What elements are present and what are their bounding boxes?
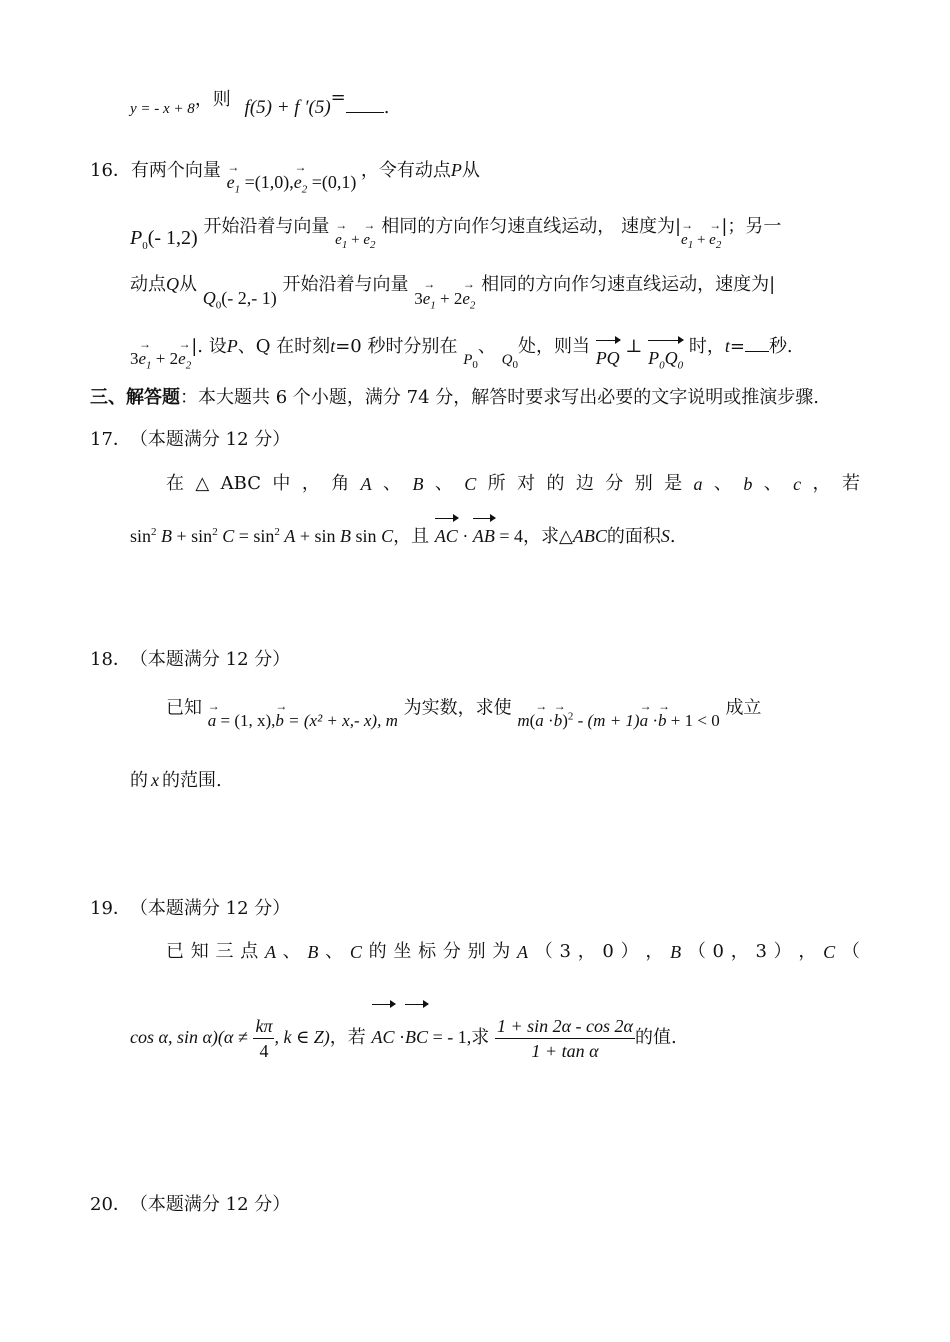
q17-line-1-char: 若 [841,473,860,494]
q16-text-4d: 、 [477,336,496,357]
q17-line-1-char: 中 [272,473,291,494]
q19-line-1-char: ） [620,941,639,962]
q16-text-2b: 相同的方向作匀速直线运动， 速度为| [381,216,682,237]
q16-vector-3e1-2e2: $3\to e_1 + 2\to e_2$ [414,289,475,308]
q16-p0-point: $P_0(-$ 1,2) [130,227,198,252]
q16-line-1 [90,158,480,196]
q17-line-1-char: c [793,474,802,494]
q18-score: （本题满分 12 分） [138,649,291,670]
q17-line-1-char: 、 [763,473,782,494]
q16-speed-p: → $_{e_1 + \to e_2}$ [681,232,721,248]
q19-number: 19． [90,898,131,919]
q17-text-2d: . [669,526,676,547]
q19-line-1-char: C [823,942,836,962]
q19-dot-product: AC ·BC = - 1, [372,1027,472,1047]
q16-t-label-2: t [724,336,730,356]
q19-line-1-char: 坐 [393,941,412,962]
q19-line-1-char: 0 [712,941,724,962]
q17-number: 17． [90,429,131,450]
q15-end: . [383,97,390,118]
q17-score: （本题满分 12 分） [138,429,291,450]
q17-line-1-char: b [743,474,753,494]
q19-line-1-char: ， [577,941,596,962]
q17-line-1-char: 别 [634,473,653,494]
q16-text-4b: 、Q 在时刻 [237,336,331,357]
q16-e1-value: =(1,0), [244,172,294,192]
q20-score: （本题满分 12 分） [138,1194,291,1215]
q17-line-1-char: B [412,474,424,494]
q19-line-1-char: A [264,942,276,962]
q17-line-1-char: 边 [575,473,594,494]
q17-line-1-char: ， [812,473,831,494]
q16-vector-e1-plus-e2: → $_{e_1 + \to e_2}$ [335,232,375,248]
q19-fraction-kpi-4: $\frac{k\pi}{4}$ [255,1015,273,1061]
q16-line-4 [130,332,793,372]
q17-equation: $\sin^2 B + \sin^2 C = \sin^2 A + \sin B$ sin C [130,526,394,546]
q16-text-1a: 有两个向量 [130,160,221,181]
q19-line-1-char: B [670,942,682,962]
q16-number: 16． [90,160,131,181]
q17-line-1-char: 分 [605,473,624,494]
q17-abc: ABC [572,526,607,546]
q19-line-1-char: 别 [467,941,486,962]
q19-line-1-char: 三 [215,941,234,962]
q17-line-1-char: 在 [166,473,184,494]
q19-line-1-char: （ [687,941,706,962]
q16-text-2a: 开始沿着与向量 [203,216,330,237]
q16-q0: Q0 [501,352,518,371]
q15-then-label: ，则 [194,89,231,110]
q20-header [90,1193,290,1217]
section-3-title: 三、解答题 [90,387,180,408]
q19-fraction-expression: $\frac{1 + \sin 2\alpha - \cos 2\alpha}{\text{1 + tan α}}$ [496,1015,633,1061]
q16-t-label: t [330,336,336,356]
q17-line-1-char: 、 [713,473,732,494]
q19-line-1-char: A [517,942,529,962]
q16-text-3c: 开始沿着与向量 [282,274,409,295]
q17-line-1-char: 所 [487,473,506,494]
q19-line-1-char: 分 [442,941,461,962]
q17-line-1-char: C [464,474,477,494]
q19-line-1-char: 0 [602,941,614,962]
q16-q0-point: $Q_0(-$ 2,- 1) [202,288,277,312]
q16-text-2c: |；另一 [721,216,782,237]
q17-line-1-char: 的 [546,473,565,494]
q19-line-1-char: C [349,942,362,962]
q19-line-2 [130,1008,677,1068]
q16-text-3a: 动点 [130,274,166,295]
q19-line-1-char: ， [798,941,817,962]
q18-text-2b: 的范围. [162,770,222,791]
q19-line-1-char: 3 [559,941,571,962]
q17-line-1-char: 是 [664,473,683,494]
q18-text-1b: 为实数，求使 [403,697,512,719]
q19-line-1-char: （ [841,941,860,962]
q16-text-4c: =0 秒时分别在 [335,336,458,357]
q17-line-1 [166,472,860,496]
q18-text-1c: 成立 [725,697,762,719]
q19-text-2e: 的值. [635,1027,677,1048]
q17-line-1-char: a [693,474,703,494]
q17-dot-product: AC · AB = 4 [435,526,523,546]
q16-text-1b: ，令有动点 [360,160,451,181]
q19-header [90,897,290,921]
q19-line-1-char: （ [534,941,553,962]
q17-s: S [660,526,670,546]
q18-text-1a: 已知 [166,697,202,719]
q15-line [130,87,390,121]
q19-line-1-char: 、 [282,941,301,962]
q15-equals: = [330,87,346,108]
q16-speed-q: $3\to e_1 + 2\to e_2$ [130,349,191,368]
q16-text-4f: 时， [688,336,725,357]
q16-text-4e: 处，则当 [517,336,590,357]
q16-text-4a: |. 设 [191,336,227,357]
q19-line-1-char: 3 [755,941,767,962]
q18-line-2 [130,768,222,793]
q18-x: x [151,770,159,790]
q17-line-1-char: △ [195,473,210,494]
q19-line-1-char: 已 [166,941,184,962]
q17-line-1-char: ABC [220,473,261,494]
q19-line-1-char: ， [645,941,664,962]
q18-vectors: → a = (1, x),→ b = (x² + x,- x), m [208,711,398,730]
q16-q-label: Q [166,274,179,294]
q19-line-1-char: ） [773,941,792,962]
q17-text-2a: ，且 [393,526,430,547]
q17-line-1-char: 角 [331,473,350,494]
section-3-text: ：本大题共 6 个小题，满分 74 分，解答时要求写出必要的文字说明或推演步骤. [180,387,819,408]
q19-line-1-char: B [307,942,319,962]
q19-line-1-char: 知 [190,941,209,962]
q18-number: 18． [90,649,131,670]
q16-text-4h: 秒. [768,336,793,357]
q16-text-3b: 从 [179,274,197,295]
q18-line-1 [166,692,762,730]
q18-text-2a: 的 [130,770,148,791]
q16-line-3 [130,272,776,312]
q17-text-2c: 的面积 [606,526,661,547]
q17-text-2b: ，求△ [522,526,573,547]
q16-text-3d: 相同的方向作匀速直线运动，速度为| [481,274,776,295]
q19-condition-a: cos α, sin α)(α ≠ [130,1027,248,1047]
q19-text-2d: 求 [471,1027,490,1048]
q15-line-equation: y = - x + 8 [130,101,195,117]
q17-line-1-char: 、 [383,473,402,494]
q17-line-1-char: 、 [434,473,453,494]
q17-line-1-char: ， [301,473,320,494]
q19-line-1-char: 为 [492,941,511,962]
q15-answer-blank [346,98,384,113]
q16-p0: P0 [463,352,478,371]
section-3-heading [90,386,819,410]
q19-line-1-char: 标 [418,941,437,962]
q17-line-1-char: 对 [517,473,536,494]
q18-inequality: $m(\to a \cdot\to b)^2 - (m + 1)\to a \cdot\to b + 1 < 0$ [517,711,719,730]
q16-vector-pq: PQ [596,348,620,368]
q19-score: （本题满分 12 分） [138,898,291,919]
q16-answer-blank [745,337,769,352]
q19-line-1 [166,940,860,964]
q15-expression: f(5) + f ′(5) [244,97,331,118]
q19-line-1-char: ， [730,941,749,962]
q19-line-1-char: 的 [368,941,387,962]
q17-header [90,428,290,452]
q20-number: 20． [90,1194,131,1215]
q17-line-2 [130,520,676,549]
q17-line-1-char: A [360,474,372,494]
q16-text-4g: = [729,336,745,357]
q16-perp-symbol: ⊥ [625,336,643,357]
q16-e2-value: =(0,1) [311,172,357,192]
q16-vector-p0q0: $P_0Q_0$ [648,348,683,368]
q19-line-1-char: 、 [325,941,344,962]
q16-line-2 [130,214,782,252]
q19-text-2c: ，若 [329,1027,366,1048]
q18-header [90,648,290,672]
q16-p-label: P [450,160,462,180]
q16-p-label-2: P [226,336,238,356]
q16-vectors-e1-e2: → $e_1 =(1,0),\to e_2 =(0,1)$ [227,172,361,192]
q16-text-1c: 从 [461,160,480,181]
q19-line-1-char: 点 [240,941,259,962]
q19-condition-b: , k ∈ Z) [274,1027,330,1047]
